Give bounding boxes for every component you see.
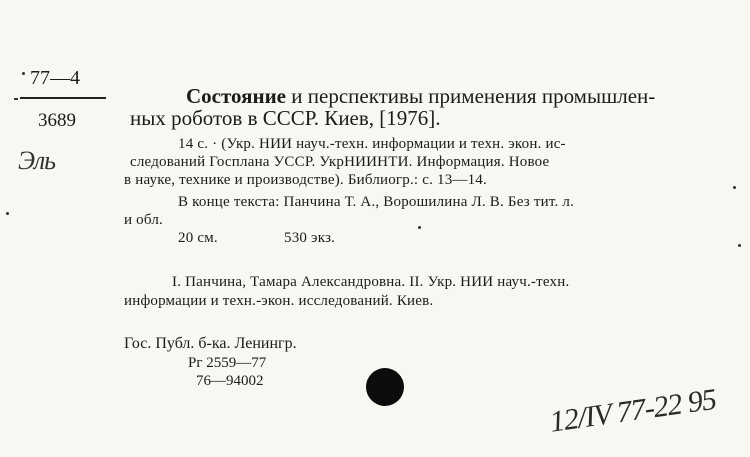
note-line-3: в науке, технике и производстве). Библиогр.: с. 13—14. <box>124 172 487 188</box>
tracing-line-2: информации и техн.-экон. исследований. Киев. <box>124 293 434 309</box>
title-line-1-rest: и перспективы применения промышлен- <box>286 84 656 108</box>
punch-hole <box>366 368 404 406</box>
title-lead-word: Состояние <box>186 84 287 108</box>
note-line-2: следований Госплана УССР. УкрНИИНТИ. Информация. Новое <box>130 154 550 170</box>
speck <box>418 226 421 229</box>
speck <box>22 72 25 75</box>
note-line-1: 14 с. · (Укр. НИИ науч.-техн. информации и техн. экон. ис- <box>178 136 566 152</box>
note-line-4: В конце текста: Панчина Т. А., Ворошилина Л. В. Без тит. л. <box>178 194 574 210</box>
print-run: 530 экз. <box>284 230 336 246</box>
library-number-1: Рг 2559—77 <box>188 355 267 371</box>
title-line-1 <box>186 86 655 107</box>
handwritten-mark: Эль <box>18 146 56 175</box>
handwritten-signature: 12/IV 77-22 95 <box>547 382 718 439</box>
library-number-2: 76—94002 <box>196 373 264 389</box>
call-number-divider <box>20 97 106 99</box>
speck <box>733 186 736 189</box>
speck <box>6 212 9 215</box>
call-number-bottom: 3689 <box>38 110 76 131</box>
title-line-2: ных роботов в СССР. Киев, [1976]. <box>130 106 441 130</box>
tracing-line-1: I. Панчина, Тамара Александровна. II. Укр. НИИ науч.-техн. <box>172 274 570 290</box>
library-name: Гос. Публ. б-ка. Ленингр. <box>124 335 297 352</box>
note-line-5: и обл. <box>124 212 163 228</box>
margin-mark <box>14 98 18 100</box>
physical-size: 20 см. <box>178 230 218 246</box>
speck <box>738 244 741 247</box>
call-number-top: 77—4 <box>30 67 80 89</box>
